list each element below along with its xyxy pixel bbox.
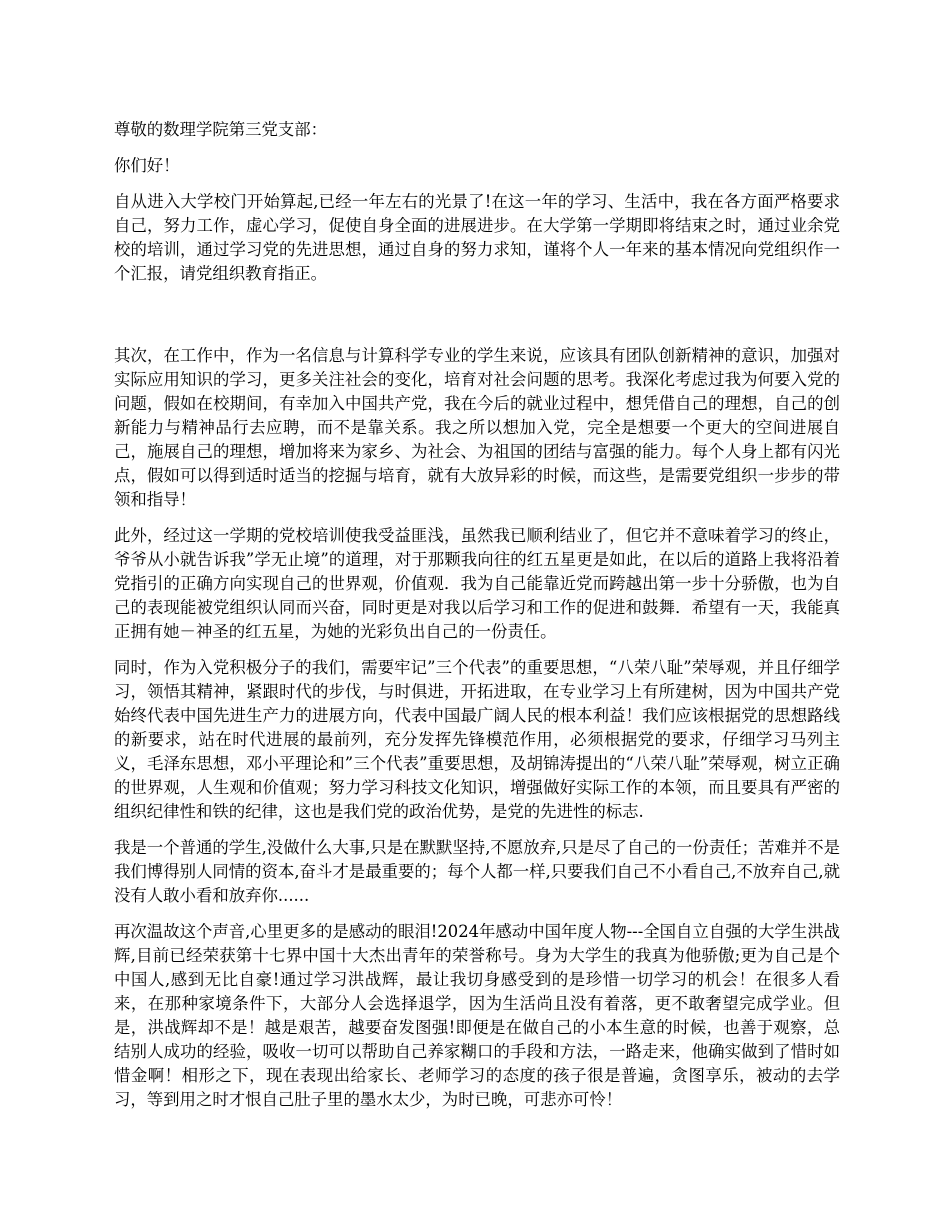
paragraph-three-represents: 同时，作为入党积极分子的我们，需要牢记”三个代表”的重要思想，“八荣八耻”荣辱观，并且仔细学习，领悟其精神，紧跟时代的步伐，与时俱进，开拓进取，在专业学习上有所建树，因为中国共产党始终代表中国先进生产力的进展方向，代表中国最广阔人民的根本利益！我们应该根据党的思想路线的新要求，站在时代进展的最前列，充分发挥先锋模范作用，必须根据党的要求，仔细学习马列主义，毛泽东思想，邓小平理论和”三个代表”重要思想，及胡锦涛提出的“八荣八耻”荣辱观，树立正确的世界观，人生观和价值观；努力学习科技文化知识，增强做好实际工作的本领，而且要具有严密的组织纪律性和铁的纪律，这也是我们党的政治优势，是党的先进性的标志. — [114, 658, 840, 821]
paragraph-intro: 自从进入大学校门开始算起,已经一年左右的光景了!在这一年的学习、生活中，我在各方面严格要求自己，努力工作，虚心学习，促使自身全面的进展进步。在大学第一学期即将结束之时，通过业余党校的培训，通过学习党的先进思想，通过自身的努力求知，谨将个人一年来的基本情况向党组织作一个汇报，请党组织教育指正。 — [114, 192, 840, 283]
paragraph-ordinary-student: 我是一个普通的学生,没做什么大事,只是在默默坚持,不愿放弃,只是尽了自己的一份责任；苦难并不是我们博得别人同情的资本,奋斗才是最重要的；每个人都一样,只要我们自己不小看自己,不放弃自己,就没有人敢小看和放弃你...... — [114, 838, 840, 905]
greeting: 你们好！ — [114, 156, 180, 175]
document-body — [114, 118, 840, 1124]
paragraph-work: 其次，在工作中，作为一名信息与计算科学专业的学生来说，应该具有团队创新精神的意识，加强对实际应用知识的学习，更多关注社会的变化，培育对社会问题的思考。我深化考虑过我为何要入党的问题，假如在校期间，有幸加入中国共产党，我在今后的就业过程中，想凭借自己的理想，自己的创新能力与精神品行去应聘，而不是靠关系。我之所以想加入党，完全是想要一个更大的空间进展自己，施展自己的理想，增加将来为家乡、为社会、为祖国的团结与富强的能力。每个人身上都有闪光点，假如可以得到适时适当的挖掘与培育，就有大放异彩的时候，而这些，是需要党组织一步步的带领和指导！ — [114, 346, 840, 509]
paragraph-party-school: 此外，经过这一学期的党校培训使我受益匪浅，虽然我已顺利结业了，但它并不意味着学习的终止，爷爷从小就告诉我”学无止境”的道理，对于那颗我向往的红五星更是如此，在以后的道路上我将沿着党指引的正确方向实现自己的世界观，价值观．我为自己能靠近党而跨越出第一步十分骄傲，也为自己的表现能被党组织认同而兴奋，同时更是对我以后学习和工作的促进和鼓舞．希望有一天，我能真正拥有她－神圣的红五星，为她的光彩负出自己的一份责任。 — [114, 526, 840, 641]
salutation: 尊敬的数理学院第三党支部： — [114, 120, 328, 139]
paragraph-hong-zhanhui: 再次温故这个声音,心里更多的是感动的眼泪!2024年感动中国年度人物---全国自立自强的大学生洪战辉,目前已经荣获第十七界中国十大杰出青年的荣誉称号。身为大学生的我真为他骄傲;更为自己是个中国人,感到无比自豪!通过学习洪战辉，最让我切身感受到的是珍惜一切学习的机会！在很多人看来，在那种家境条件下，大部分人会选择退学，因为生活尚且没有着落，更不敢奢望完成学业。但是，洪战辉却不是！越是艰苦，越要奋发图强!即便是在做自己的小本生意的时候，也善于观察，总结别人成功的经验，吸收一切可以帮助自己养家糊口的手段和方法，一路走来，他确实做到了惜时如惜金啊！相形之下，现在表现出给家长、老师学习的态度的孩子很是普遍，贪图享乐，被动的去学习，等到用之时才恨自己肚子里的墨水太少，为时已晚，可悲亦可怜！ — [114, 922, 840, 1109]
